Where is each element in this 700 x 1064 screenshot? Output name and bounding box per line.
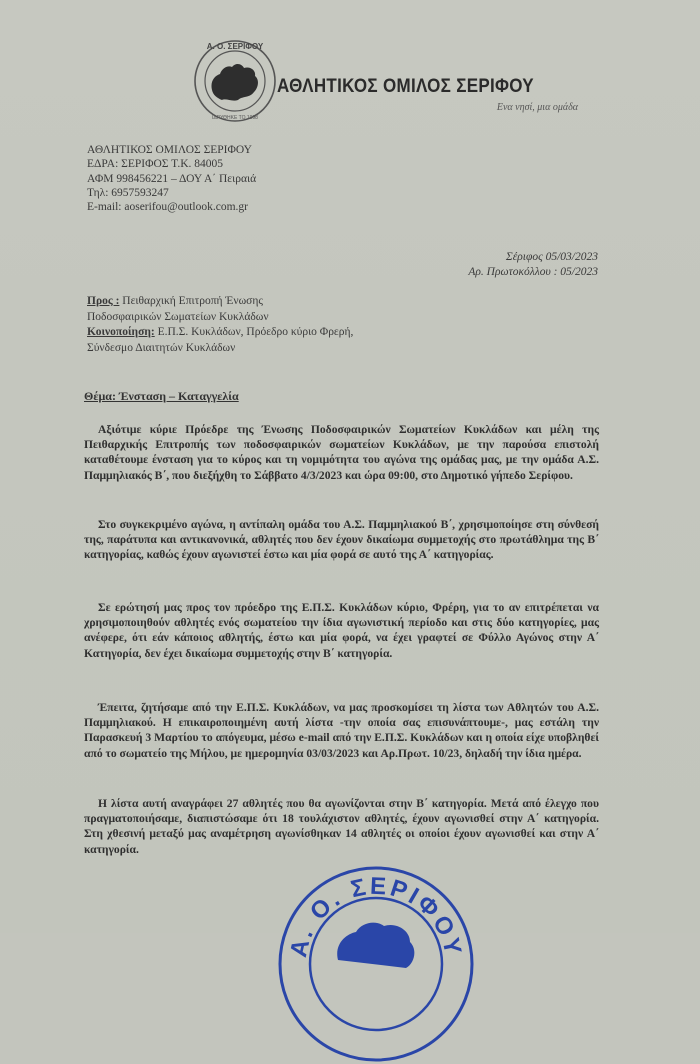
club-motto: Ενα νησί, μια ομάδα xyxy=(496,102,578,113)
cc-label: Κοινοποίηση: xyxy=(87,326,155,338)
body-paragraph: Σε ερώτησή μας προς τον πρόεδρο της Ε.Π.Σ. Κυκλάδων κύριο, Φρέρη, για το αν επιτρέπεται να χρησιμοποιηθούν αθλητές ενός σωματείου την ίδια αγωνιστική περίοδο και στις δύο κατηγορίες, μας ανέφερε, ότι εάν κάποιος αθλητής, έστω και μία φορά, να έχει γραφτεί σε Φύλλο Αγώνος στην Α΄ Κατηγορία, δεν έχει δικαίωμα συμμετοχής στην Β΄ κατηγορία. xyxy=(84,601,599,660)
sender-address-block xyxy=(87,143,256,214)
address-line: ΑΦΜ 998456221 – ΔΟΥ Α΄ Πειραιά xyxy=(87,172,257,185)
club-stamp-icon xyxy=(276,864,476,1064)
club-name-heading: ΑΘΛΗΤΙΚΟΣ ΟΜΙΛΟΣ ΣΕΡΙΦΟΥ xyxy=(277,74,534,97)
body-paragraph: Η λίστα αυτή αναγράφει 27 αθλητές που θα αγωνίζονται στην Β΄ κατηγορία. Μετά από έλεγχο που πραγματοποιήσαμε, διαπιστώσαμε ότι 18 τουλάχιστον αθλητές, έχουν αγωνισθεί στην Α΄ κατηγορία. Στη χθεσινή μεταξύ μας αναμέτρηση αγωνίσθηκαν 14 αθλητές οι οποίοι έχουν αγωνισθεί και στην Α΄ κατηγορία. xyxy=(84,797,599,856)
cc-recipient: Ε.Π.Σ. Κυκλάδων, Πρόεδρο κύριο Φρερή, xyxy=(154,326,354,338)
place-date: Σέριφος 05/03/2023 xyxy=(505,251,598,263)
address-line: ΕΔΡΑ: ΣΕΡΙΦΟΣ Τ.Κ. 84005 xyxy=(87,158,224,171)
svg-text:ΙΔΡΥΘΗΚΕ ΤΟ 1998: ΙΔΡΥΘΗΚΕ ΤΟ 1998 xyxy=(212,115,258,121)
address-line: ΑΘΛΗΤΙΚΟΣ ΟΜΙΛΟΣ ΣΕΡΙΦΟΥ xyxy=(87,144,252,156)
to-recipient-cont: Ποδοσφαιρικών Σωματείων Κυκλάδων xyxy=(87,310,269,323)
body-paragraph: Αξιότιμε κύριε Πρόεδρε της Ένωσης Ποδοσφαιρικών Σωματείων Κυκλάδων και μέλη της Πειθαρχικής Επιτροπής των ποδοσφαιρικών σωματείων Κυκλάδων, με την παρούσα επιστολή καταθέτουμε ένσταση για το κύρος και τη νομιμότητα του αγώνα της ομάδας μας, με την ομάδα Α.Σ. Παμμηλιακός Β΄, που διεξήχθη το Σάββατο 4/3/2023 και ώρα 09:00, στο Δημοτικό γήπεδο Σερίφου. xyxy=(84,423,599,482)
body-paragraph: Στο συγκεκριμένο αγώνα, η αντίπαλη ομάδα του Α.Σ. Παμμηλιακού Β΄, χρησιμοποίησε στη σύνθεσή της, παράτυπα και αντικανονικά, αθλητές που δεν έχουν δικαίωμα συμμετοχής στο πρωτάθλημα της Β΄ κατηγορίας, καθώς έχουν αγωνιστεί έστω και μία φορά σε αυτό της Α΄ κατηγορίας. xyxy=(84,518,599,562)
cc-recipient-cont: Σύνδεσμο Διαιτητών Κυκλάδων xyxy=(87,341,236,354)
date-protocol-block xyxy=(468,250,598,279)
subject-line: Θέμα: Ένσταση – Καταγγελία xyxy=(84,389,239,403)
to-recipient: Πειθαρχική Επιτροπή Ένωσης xyxy=(119,295,263,307)
to-label: Προς : xyxy=(87,295,120,307)
svg-text:Α. Ο. ΣΕΡΙΦΟΥ: Α. Ο. ΣΕΡΙΦΟΥ xyxy=(206,42,264,51)
club-logo-icon xyxy=(192,38,278,124)
recipients-block xyxy=(87,294,353,356)
body-paragraph: Έπειτα, ζητήσαμε από την Ε.Π.Σ. Κυκλάδων, να μας προσκομίσει τη λίστα των Αθλητών του Α.Σ. Παμμηλιακού. Η επικαιροποιημένη αυτή λίστα -την οποία σας επισυνάπτουμε-, μας εστάλη την Παρασκευή 3 Μαρτίου το απόγευμα, μέσω e-mail από την Ε.Π.Σ. Κυκλάδων και η οποία είχε υποβληθεί από το σωματείο της Μήλου, με ημερομηνία 03/03/2023 και Αρ.Πρωτ. 10/23, δηλαδή την ίδια ημέρα. xyxy=(84,701,599,760)
svg-text:Α. Ο. ΣΕΡΙΦΟΥ: Α. Ο. ΣΕΡΙΦΟΥ xyxy=(285,872,467,960)
protocol-number: Αρ. Πρωτοκόλλου : 05/2023 xyxy=(468,265,598,278)
email-line: E-mail: aoserifou@outlook.com.gr xyxy=(87,201,249,214)
address-line: Τηλ: 6957593247 xyxy=(87,186,169,199)
